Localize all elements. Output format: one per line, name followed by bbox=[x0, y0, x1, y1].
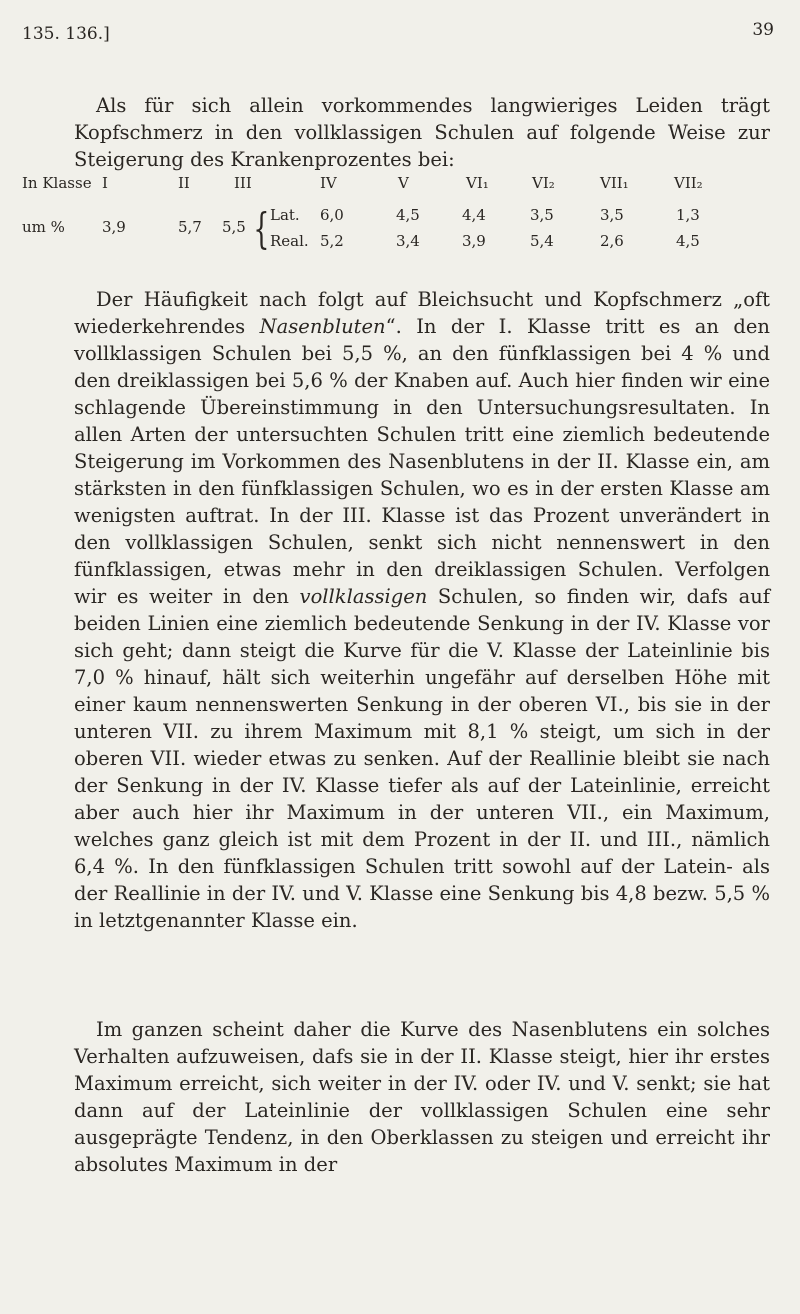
text-run: Schulen, so finden wir, dafs auf beiden Linien eine ziemlich bedeutende Senkung in der IV. Klasse vor sich geht; dann steigt die Kurve für die V. Klasse der Lateinlinie bis 7,0 % hinauf, hält sich weiterhin ungefähr auf derselben Höhe mit einer kaum nennenswerten Senkung in der oberen VI., bis sie in der unteren VII. zu ihrem Maximum mit 8,1 % steigt, um sich in der oberen VII. wieder etwas zu senken. Auf der Reallinie bleibt sie nach der Senkung in der IV. Klasse tiefer als auf der Lateinlinie, erreicht aber auch hier ihr Maximum in der unteren VII., ein Maximum, welches ganz gleich ist mit dem Prozent in der II. und III., nämlich 6,4 %. In den fünfklassigen Schulen tritt sowohl auf der Latein- als der Reallinie in der IV. und V. Klasse eine Senkung bis 4,8 bezw. 5,5 % in letztgenannter Klasse ein. bbox=[74, 585, 770, 932]
table-value: 1,3 bbox=[676, 206, 700, 224]
main-text bbox=[74, 286, 770, 934]
main-paragraph bbox=[74, 286, 770, 934]
table-class-header: II bbox=[178, 174, 190, 192]
table-class-header: V bbox=[398, 174, 409, 192]
intro-paragraph bbox=[74, 92, 770, 173]
closing-text: Im ganzen scheint daher die Kurve des Nasenblutens ein solches Verhalten aufzuweisen, dafs sie in der II. Klasse steigt, hier ihr erstes Maximum erreicht, sich weiter in der IV. oder IV. und V. senkt; sie hat dann auf der Lateinlinie der vollklassigen Schulen eine sehr ausgeprägte Tendenz, in den Oberklassen zu steigen und erreicht ihr absolutes Maximum in der bbox=[74, 1018, 770, 1176]
emphasis-nasenbluten: Nasenbluten bbox=[259, 315, 386, 338]
text-run: “. In der I. Klasse tritt es an den vollklassigen Schulen bei 5,5 %, an den fünfklassigen bei 4 % und den dreiklassigen bei 5,6 % der Knaben auf. Auch hier finden wir eine schlagende Übereinstimmung in den Untersuchungsresultaten. In allen Arten der untersuchten Schulen tritt eine ziemlich bedeutende Steigerung im Vorkommen des Nasenblutens in der II. Klasse ein, am stärksten in den fünfklassigen Schulen, wo es in der ersten Klasse am wenigsten auftrat. In der III. Klasse ist das Prozent unverändert in den vollklassigen Schulen, senkt sich nicht nennenswert in den fünfklassigen, etwas mehr in den dreiklassigen Schulen. Verfolgen wir es weiter in den bbox=[74, 315, 770, 608]
table-class-header: IV bbox=[320, 174, 337, 192]
table-value: 2,6 bbox=[600, 232, 624, 250]
table-class-header: VII₂ bbox=[674, 174, 703, 192]
table-value: 4,5 bbox=[676, 232, 700, 250]
table-value: 3,5 bbox=[530, 206, 554, 224]
table-value: 6,0 bbox=[320, 206, 344, 224]
table-value: 5,2 bbox=[320, 232, 344, 250]
table-class-header: VI₁ bbox=[466, 174, 489, 192]
table-value: 3,5 bbox=[600, 206, 624, 224]
table-class-header: VI₂ bbox=[532, 174, 555, 192]
table-class-header: VII₁ bbox=[600, 174, 629, 192]
intro-text: Als für sich allein vorkommendes langwieriges Leiden trägt Kopfschmerz in den vollklassigen Schulen auf folgende Weise zur Steigerung des Krankenprozentes bei: bbox=[74, 94, 770, 171]
table-value: 5,4 bbox=[530, 232, 554, 250]
table-value: 5,5 bbox=[222, 218, 246, 236]
row-label-real: Real. bbox=[270, 232, 309, 250]
emphasis-vollklassigen: vollklassigen bbox=[299, 585, 428, 608]
table-value: 3,9 bbox=[462, 232, 486, 250]
table-value: 5,7 bbox=[178, 218, 202, 236]
table-value: 4,5 bbox=[396, 206, 420, 224]
table-value: 3,4 bbox=[396, 232, 420, 250]
page-number: 39 bbox=[752, 20, 774, 40]
closing-paragraph bbox=[74, 1016, 770, 1178]
table-label-pct: um % bbox=[22, 218, 65, 236]
page-header bbox=[22, 10, 774, 50]
table-value: 3,9 bbox=[102, 218, 126, 236]
brace-glyph: { bbox=[253, 204, 270, 253]
table-label-class: In Klasse bbox=[22, 174, 92, 192]
table-value: 4,4 bbox=[462, 206, 486, 224]
table-class-header: I bbox=[102, 174, 108, 192]
text-run: Der Häufigkeit nach folgt auf Bleichsucht und Kopfschmerz „oft wiederkehrendes bbox=[74, 288, 770, 338]
table-class-header: III bbox=[234, 174, 252, 192]
row-label-lat: Lat. bbox=[270, 206, 300, 224]
percentage-table bbox=[22, 174, 782, 254]
page-reference: 135. 136.] bbox=[22, 24, 110, 44]
